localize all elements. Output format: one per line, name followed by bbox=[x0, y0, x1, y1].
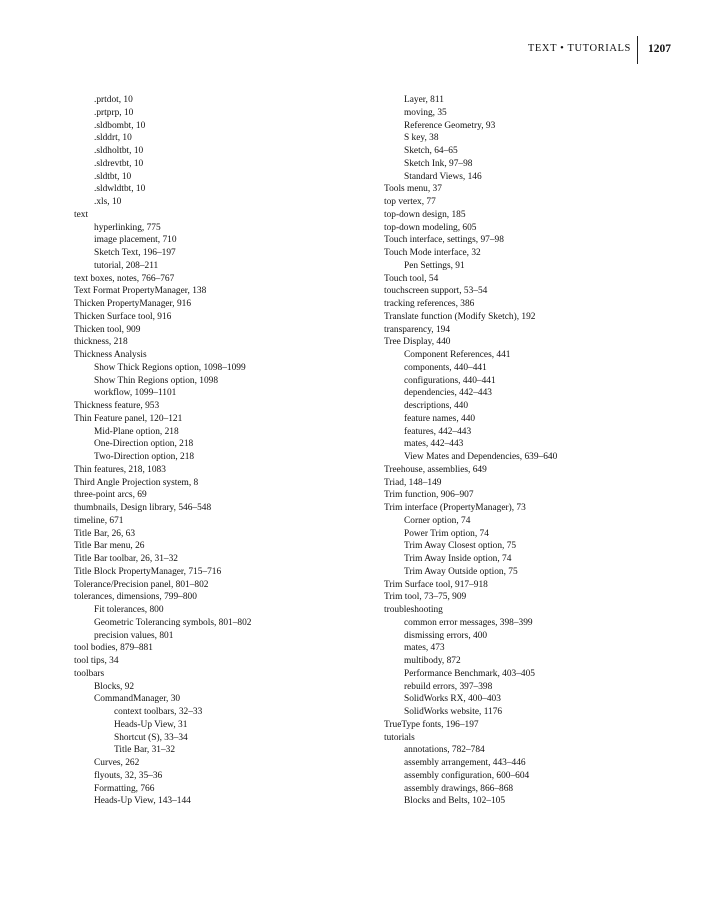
index-subentry: tutorial, 208–211 bbox=[94, 260, 159, 271]
index-subentry: Power Trim option, 74 bbox=[404, 528, 489, 539]
index-entry: Thin Feature panel, 120–121 bbox=[74, 413, 183, 424]
index-subentry: Geometric Tolerancing symbols, 801–802 bbox=[94, 617, 252, 628]
header-divider bbox=[637, 36, 638, 64]
index-entry: thickness, 218 bbox=[74, 337, 128, 348]
index-entry: troubleshooting bbox=[384, 605, 443, 615]
index-entry: text boxes, notes, 766–767 bbox=[74, 273, 175, 284]
index-subentry: Blocks, 92 bbox=[94, 681, 135, 692]
index-subentry: .xls, 10 bbox=[94, 197, 122, 207]
index-subentry: SolidWorks website, 1176 bbox=[404, 707, 503, 717]
page-number: 1207 bbox=[648, 43, 671, 55]
index-subentry: Blocks and Belts, 102–105 bbox=[404, 796, 506, 807]
index-subentry: workflow, 1099–1101 bbox=[94, 388, 177, 399]
index-entry: tutorials bbox=[384, 732, 415, 743]
index-subentry: context toolbars, 32–33 bbox=[114, 707, 203, 717]
index-entry: top-down design, 185 bbox=[384, 209, 466, 220]
index-subentry: feature names, 440 bbox=[404, 413, 476, 424]
index-subentry: assembly configuration, 600–604 bbox=[404, 770, 530, 781]
section-title: TEXT • TUTORIALS bbox=[527, 43, 631, 54]
index-entry: Touch Mode interface, 32 bbox=[384, 248, 481, 258]
index-subentry: hyperlinking, 775 bbox=[94, 222, 161, 233]
index-subentry: precision values, 801 bbox=[94, 630, 174, 641]
index-entry: touchscreen support, 53–54 bbox=[384, 286, 488, 297]
index-subentry: Show Thick Regions option, 1098–1099 bbox=[94, 362, 246, 373]
index-subentry: multibody, 872 bbox=[404, 656, 461, 666]
index-entry: Tolerance/Precision panel, 801–802 bbox=[74, 579, 209, 590]
index-entry: Title Block PropertyManager, 715–716 bbox=[74, 566, 222, 577]
index-subentry: .sldwldtbt, 10 bbox=[94, 184, 146, 195]
index-entry: tolerances, dimensions, 799–800 bbox=[74, 592, 197, 603]
index-entry: tool bodies, 879–881 bbox=[74, 643, 153, 654]
index-entry: Thin features, 218, 1083 bbox=[74, 464, 166, 475]
index-subentry: Sketch, 64–65 bbox=[404, 146, 458, 156]
index-entry: Third Angle Projection system, 8 bbox=[74, 477, 199, 488]
index-subentry: descriptions, 440 bbox=[404, 401, 469, 411]
index-entry: Tools menu, 37 bbox=[384, 184, 442, 195]
index-subentry: .prtprp, 10 bbox=[94, 107, 134, 118]
index-entry: Thickness feature, 953 bbox=[74, 401, 160, 411]
running-head bbox=[0, 42, 717, 64]
index-subentry: Mid-Plane option, 218 bbox=[94, 426, 179, 437]
index-entry: tool tips, 34 bbox=[74, 656, 119, 666]
index-subentry: .sldbombt, 10 bbox=[94, 120, 146, 131]
index-subentry: Show Thin Regions option, 1098 bbox=[94, 375, 219, 386]
index-entry: top vertex, 77 bbox=[384, 197, 436, 207]
index-subentry: Shortcut (S), 33–34 bbox=[114, 732, 188, 743]
index-entry: Text Format PropertyManager, 138 bbox=[74, 286, 207, 297]
index-subentry: features, 442–443 bbox=[404, 426, 472, 437]
index-entry: Translate function (Modify Sketch), 192 bbox=[384, 311, 536, 322]
index-subentry: S key, 38 bbox=[404, 133, 439, 144]
index-subentry: Performance Benchmark, 403–405 bbox=[404, 668, 535, 679]
index-entry: Thicken Surface tool, 916 bbox=[74, 311, 172, 322]
index-subentry: components, 440–441 bbox=[404, 362, 487, 373]
index-subentry: configurations, 440–441 bbox=[404, 375, 496, 386]
index-subentry: .sldholtbt, 10 bbox=[94, 146, 144, 156]
index-subentry: CommandManager, 30 bbox=[94, 694, 181, 705]
index-entry: Title Bar toolbar, 26, 31–32 bbox=[74, 554, 178, 564]
index-subentry: Component References, 441 bbox=[404, 350, 511, 360]
index-entry: top-down modeling, 605 bbox=[384, 222, 477, 233]
index-column-left bbox=[74, 94, 364, 808]
index-subentry: assembly drawings, 866–868 bbox=[404, 783, 514, 794]
index-subentry: .prtdot, 10 bbox=[94, 95, 133, 105]
index-subentry: Sketch Text, 196–197 bbox=[94, 248, 176, 258]
index-entry: TrueType fonts, 196–197 bbox=[384, 719, 479, 730]
index-subentry: flyouts, 32, 35–36 bbox=[94, 770, 163, 781]
index-entry: Tree Display, 440 bbox=[384, 337, 451, 348]
index-entry: Touch tool, 54 bbox=[384, 273, 439, 284]
index-subentry: .sldtbt, 10 bbox=[94, 171, 132, 182]
index-entry: Trim function, 906–907 bbox=[384, 490, 474, 501]
index-subentry: Trim Away Closest option, 75 bbox=[404, 541, 517, 552]
index-entry: Touch interface, settings, 97–98 bbox=[384, 235, 504, 246]
index-subentry: Standard Views, 146 bbox=[404, 171, 482, 182]
index-entry: tracking references, 386 bbox=[384, 299, 475, 309]
index-subentry: common error messages, 398–399 bbox=[404, 617, 533, 628]
index-subentry: moving, 35 bbox=[404, 107, 447, 118]
index-subentry: Trim Away Outside option, 75 bbox=[404, 566, 518, 577]
index-subentry: annotations, 782–784 bbox=[404, 745, 485, 756]
index-subentry: assembly arrangement, 443–446 bbox=[404, 758, 526, 768]
index-column-right bbox=[384, 94, 684, 808]
index-subentry: View Mates and Dependencies, 639–640 bbox=[404, 452, 558, 462]
index-subentry: dismissing errors, 400 bbox=[404, 630, 488, 641]
index-subentry: Two-Direction option, 218 bbox=[94, 452, 195, 462]
index-subentry: Formatting, 766 bbox=[94, 783, 155, 794]
index-entry: Thicken PropertyManager, 916 bbox=[74, 299, 192, 309]
index-subentry: Heads-Up View, 143–144 bbox=[94, 796, 191, 807]
index-entry: Title Bar, 26, 63 bbox=[74, 528, 136, 539]
index-subentry: image placement, 710 bbox=[94, 235, 177, 246]
index-entry: Treehouse, assemblies, 649 bbox=[384, 464, 487, 475]
index-subentry: .slddrt, 10 bbox=[94, 133, 132, 144]
index-entry: Trim interface (PropertyManager), 73 bbox=[384, 503, 526, 513]
index-subentry: mates, 473 bbox=[404, 643, 445, 654]
index-entry: transparency, 194 bbox=[384, 324, 451, 335]
index-subentry: Heads-Up View, 31 bbox=[114, 719, 188, 730]
index-subentry: SolidWorks RX, 400–403 bbox=[404, 694, 501, 705]
index-subentry: dependencies, 442–443 bbox=[404, 388, 492, 399]
index-subentry: Fit tolerances, 800 bbox=[94, 605, 164, 615]
index-subentry: Curves, 262 bbox=[94, 758, 140, 768]
index-subentry: Corner option, 74 bbox=[404, 515, 471, 526]
index-subentry: .sldrevtbt, 10 bbox=[94, 158, 144, 169]
index-entry: text bbox=[74, 209, 89, 220]
index-subentry: Title Bar, 31–32 bbox=[114, 745, 176, 756]
index-subentry: One-Direction option, 218 bbox=[94, 439, 194, 450]
index-subentry: rebuild errors, 397–398 bbox=[404, 681, 493, 692]
index-subentry: Layer, 811 bbox=[404, 95, 444, 105]
index-subentry: Pen Settings, 91 bbox=[404, 260, 465, 271]
index-entry: Thickness Analysis bbox=[74, 350, 147, 360]
index-entry: Trim Surface tool, 917–918 bbox=[384, 579, 488, 590]
index-subentry: Trim Away Inside option, 74 bbox=[404, 554, 512, 564]
index-entry: Thicken tool, 909 bbox=[74, 324, 141, 335]
index-entry: Title Bar menu, 26 bbox=[74, 541, 145, 552]
index-subentry: Sketch Ink, 97–98 bbox=[404, 158, 473, 169]
index-entry: Trim tool, 73–75, 909 bbox=[384, 592, 467, 603]
index-entry: three-point arcs, 69 bbox=[74, 490, 147, 501]
index-subentry: Reference Geometry, 93 bbox=[404, 120, 496, 131]
index-entry: Triad, 148–149 bbox=[384, 477, 442, 488]
index-subentry: mates, 442–443 bbox=[404, 439, 464, 450]
index-entry: timeline, 671 bbox=[74, 515, 124, 526]
index-entry: toolbars bbox=[74, 668, 105, 679]
index-entry: thumbnails, Design library, 546–548 bbox=[74, 503, 212, 513]
